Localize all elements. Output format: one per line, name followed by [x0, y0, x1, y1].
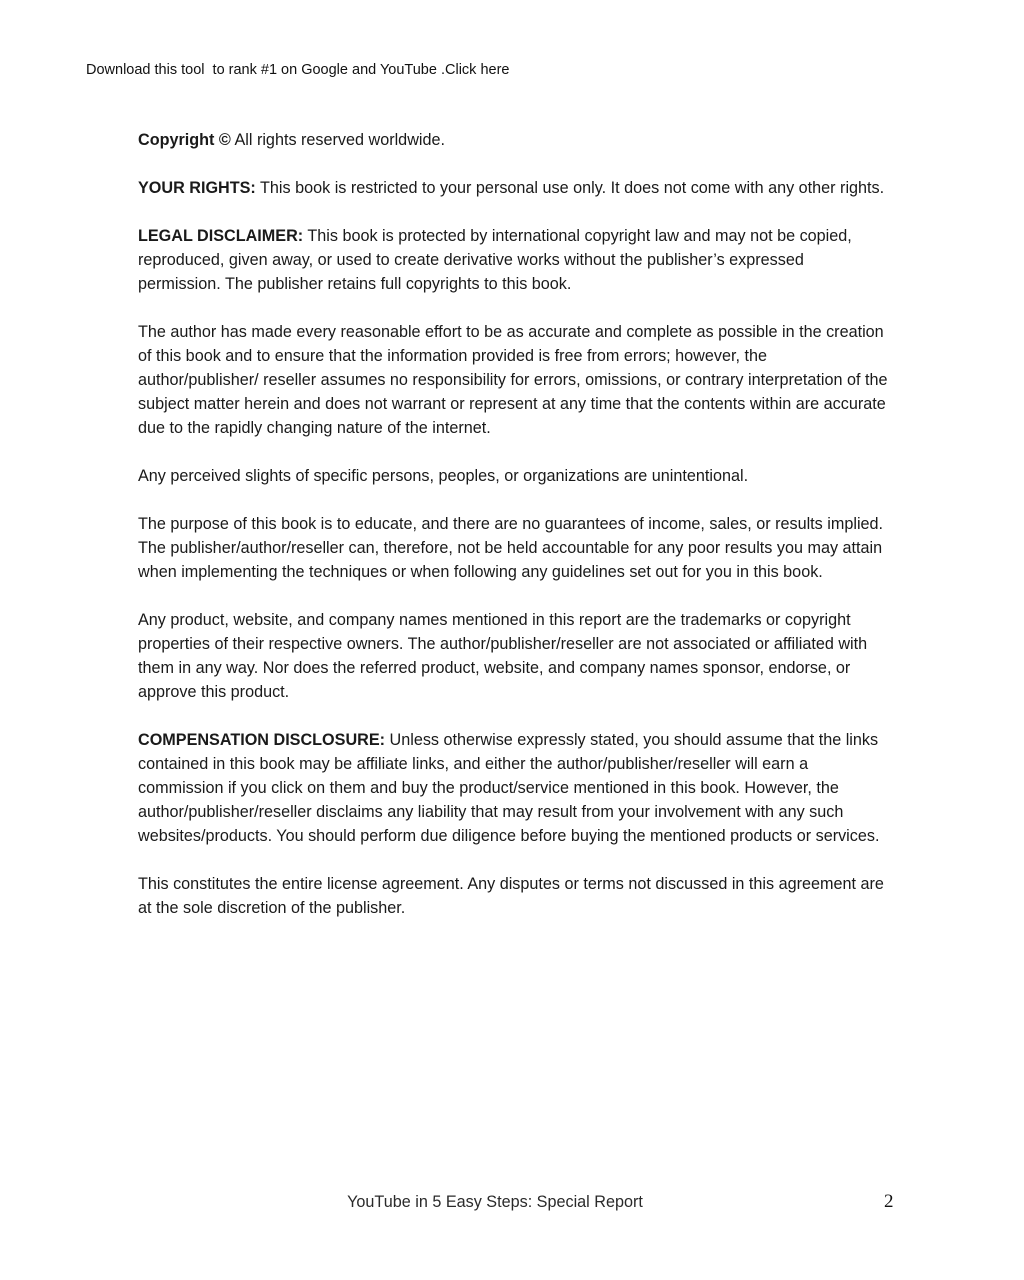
paragraph-text: The author has made every reasonable effort to be as accurate and complete as possible in the creation of this book and to ensure that the information provided is free from errors; however, the author/publisher/ reseller assumes no responsibility for errors, omissions, or contrary interpretation of the subject matter herein and does not warrant or represent at any time that the contents within are accurate due to the rapidly changing nature of the internet.	[138, 323, 888, 437]
download-tool-link[interactable]: Download this tool to rank #1 on Google and YouTube .Click here	[86, 62, 510, 78]
paragraph-label: Copyright ©	[138, 131, 231, 149]
compensation-disclosure-paragraph	[138, 728, 888, 848]
page-number: 2	[884, 1191, 894, 1212]
paragraph-text: All rights reserved worldwide.	[230, 131, 445, 149]
purpose-paragraph	[138, 512, 888, 584]
copyright-paragraph	[138, 128, 888, 152]
document-body	[138, 128, 888, 944]
paragraph-text: This book is restricted to your personal use only. It does not come with any other rights.	[255, 179, 885, 197]
paragraph-label: LEGAL DISCLAIMER:	[138, 227, 304, 245]
paragraph-label: COMPENSATION DISCLOSURE:	[138, 731, 386, 749]
slights-paragraph	[138, 464, 888, 488]
paragraph-text: This book is protected by international copyright law and may not be copied, reproduced, given away, or used to create derivative works without the publisher’s expressed permission. The publisher retains full copyrights to this book.	[138, 227, 852, 293]
paragraph-text: Any perceived slights of specific persons, peoples, or organizations are unintentional.	[138, 467, 749, 485]
paragraph-text: Unless otherwise expressly stated, you should assume that the links contained in this book may be affiliate links, and either the author/publisher/reseller will earn a commission if you click on them and buy the product/service mentioned in this book. However, the author/publisher/reseller disclaims any liability that may result from your involvement with any such websites/products. You should perform due diligence before buying the mentioned products or services.	[138, 731, 880, 845]
paragraph-text: This constitutes the entire license agreement. Any disputes or terms not discussed in this agreement are at the sole discretion of the publisher.	[138, 875, 884, 917]
paragraph-text: Any product, website, and company names mentioned in this report are the trademarks or copyright properties of their respective owners. The author/publisher/reseller are not associated or affiliated with them in any way. Nor does the referred product, website, and company names sponsor, endorse, or approve this product.	[138, 611, 868, 701]
footer-title: YouTube in 5 Easy Steps: Special Report	[347, 1193, 643, 1211]
license-agreement-paragraph	[138, 872, 888, 920]
accuracy-paragraph	[138, 320, 888, 440]
paragraph-label: YOUR RIGHTS:	[138, 179, 256, 197]
trademarks-paragraph	[138, 608, 888, 704]
your-rights-paragraph	[138, 176, 888, 200]
legal-disclaimer-paragraph	[138, 224, 888, 296]
paragraph-text: The purpose of this book is to educate, and there are no guarantees of income, sales, or results implied. The publisher/author/reseller can, therefore, not be held accountable for any poor results you may attain when implementing the techniques or when following any guidelines set out for you in this book.	[138, 515, 884, 581]
